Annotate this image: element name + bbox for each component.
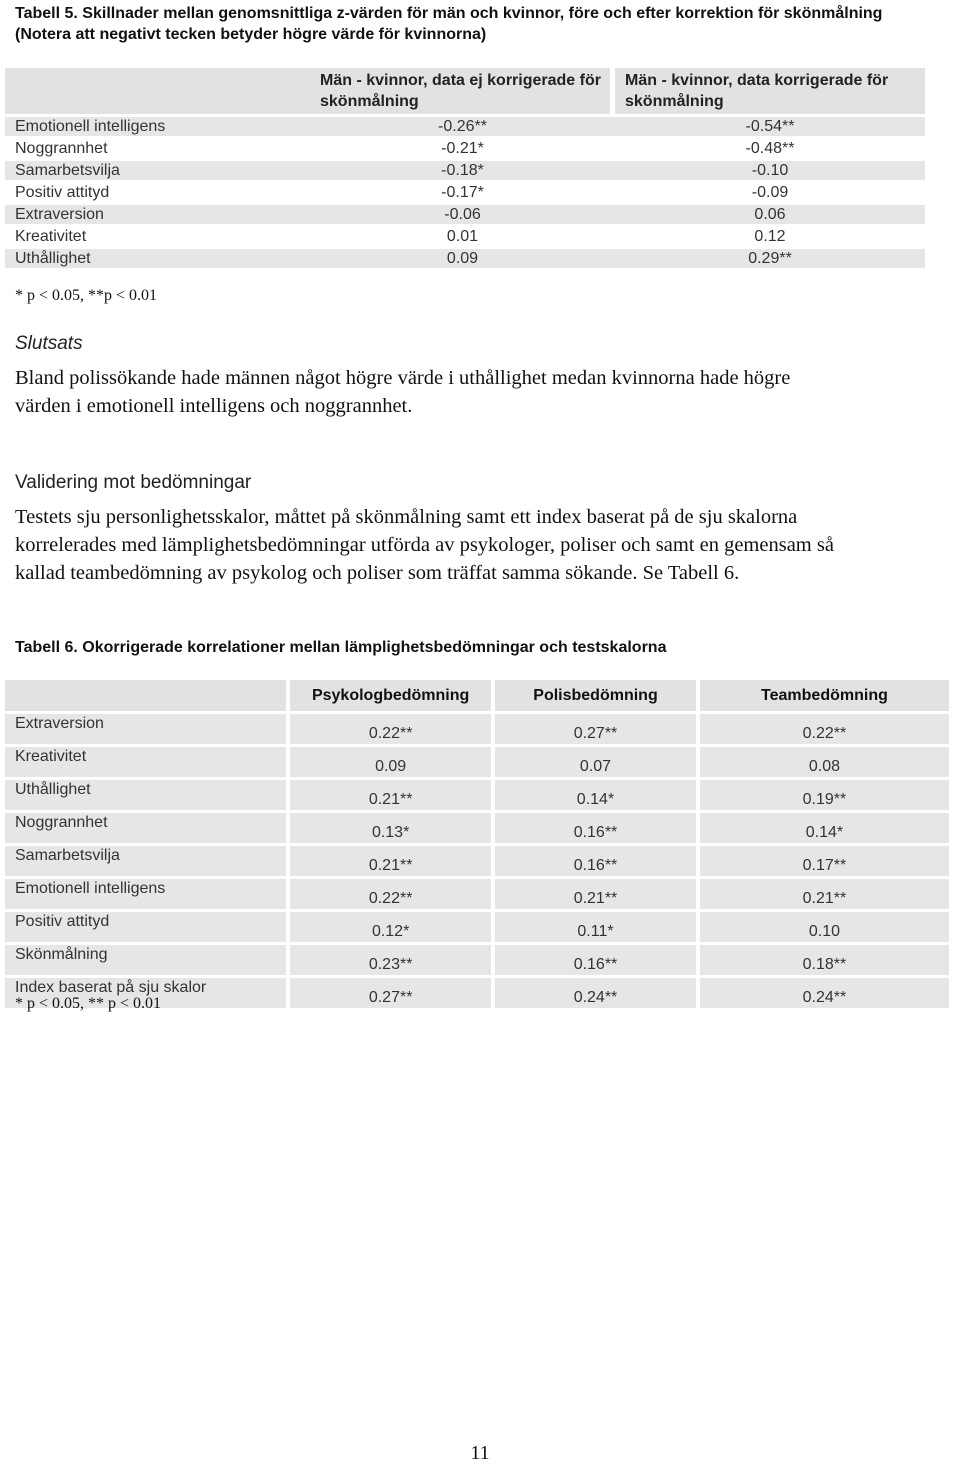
cell-psykolog: 0.13* — [290, 813, 491, 843]
row-label: Uthållighet — [5, 249, 310, 268]
cell-corrected: 0.06 — [615, 205, 925, 224]
cell-polis: 0.11* — [495, 912, 696, 942]
table6-header-psykolog: Psykologbedömning — [290, 680, 491, 711]
table-row — [5, 714, 949, 744]
table-row — [5, 780, 949, 810]
cell-psykolog: 0.22** — [290, 879, 491, 909]
cell-uncorrected: -0.26** — [310, 117, 615, 136]
cell-polis: 0.16** — [495, 846, 696, 876]
table5-caption-label: Tabell 5. — [15, 5, 78, 22]
table5-caption-text: Skillnader mellan genomsnittliga z-värden för män och kvinnor, före och efter korrektion för skönmålning (Notera att negativt tecken betyder högre värde för kvinnorna) — [15, 5, 883, 43]
cell-team: 0.24** — [700, 978, 949, 1008]
cell-polis: 0.27** — [495, 714, 696, 744]
cell-psykolog: 0.23** — [290, 945, 491, 975]
cell-corrected: 0.29** — [615, 249, 925, 268]
row-label: Samarbetsvilja — [5, 161, 310, 180]
table6-header-blank — [5, 680, 286, 711]
row-label: Extraversion — [5, 714, 286, 744]
table6-header-team: Teambedömning — [700, 680, 949, 711]
table6-header-polis: Polisbedömning — [495, 680, 696, 711]
cell-psykolog: 0.22** — [290, 714, 491, 744]
cell-polis: 0.16** — [495, 813, 696, 843]
table-row — [5, 945, 949, 975]
row-label: Noggrannhet — [5, 813, 286, 843]
row-label: Samarbetsvilja — [5, 846, 286, 876]
table5-header-corrected: Män - kvinnor, data korrigerade för skönmålning — [615, 68, 925, 114]
table-row — [5, 139, 925, 158]
cell-uncorrected: 0.09 — [310, 249, 615, 268]
cell-polis: 0.24** — [495, 978, 696, 1008]
cell-psykolog: 0.21** — [290, 780, 491, 810]
table-row — [5, 249, 925, 268]
row-label: Kreativitet — [5, 227, 310, 246]
row-label: Positiv attityd — [5, 183, 310, 202]
row-label: Positiv attityd — [5, 912, 286, 942]
table-row — [5, 912, 949, 942]
cell-polis: 0.21** — [495, 879, 696, 909]
cell-uncorrected: -0.06 — [310, 205, 615, 224]
cell-corrected: -0.10 — [615, 161, 925, 180]
row-label: Kreativitet — [5, 747, 286, 777]
cell-uncorrected: 0.01 — [310, 227, 615, 246]
cell-uncorrected: -0.18* — [310, 161, 615, 180]
cell-polis: 0.16** — [495, 945, 696, 975]
cell-polis: 0.14* — [495, 780, 696, 810]
slutsats-paragraph: Bland polissökande hade männen något högre värde i uthållighet medan kvinnorna hade högre värden i emotionell intelligens och noggrannhet. — [15, 367, 791, 417]
cell-psykolog: 0.27** — [290, 978, 491, 1008]
table5-header-blank — [5, 68, 310, 114]
table-row — [5, 879, 949, 909]
table6-caption-label: Tabell 6. — [15, 639, 78, 656]
row-label: Emotionell intelligens — [5, 117, 310, 136]
table-row — [5, 117, 925, 136]
row-label: Noggrannhet — [5, 139, 310, 158]
cell-psykolog: 0.09 — [290, 747, 491, 777]
cell-uncorrected: -0.21* — [310, 139, 615, 158]
table5-header-uncorrected: Män - kvinnor, data ej korrigerade för skönmålning — [310, 68, 615, 114]
table6-header-row — [5, 680, 949, 711]
cell-corrected: -0.48** — [615, 139, 925, 158]
table5 — [5, 65, 925, 271]
table-row — [5, 205, 925, 224]
cell-team: 0.08 — [700, 747, 949, 777]
table-row — [5, 161, 925, 180]
cell-corrected: 0.12 — [615, 227, 925, 246]
table-row — [5, 846, 949, 876]
slutsats-heading: Slutsats — [15, 333, 83, 354]
cell-corrected: -0.54** — [615, 117, 925, 136]
table-row — [5, 227, 925, 246]
table5-header-row — [5, 68, 925, 114]
cell-team: 0.22** — [700, 714, 949, 744]
row-label: Extraversion — [5, 205, 310, 224]
row-label: Index baserat på sju skalor — [5, 978, 286, 1008]
table5-caption — [15, 3, 915, 45]
row-label: Uthållighet — [5, 780, 286, 810]
cell-team: 0.17** — [700, 846, 949, 876]
table-row — [5, 183, 925, 202]
row-label: Emotionell intelligens — [5, 879, 286, 909]
cell-corrected: -0.09 — [615, 183, 925, 202]
cell-uncorrected: -0.17* — [310, 183, 615, 202]
table5-note: * p < 0.05, **p < 0.01 — [15, 287, 158, 304]
table6-note: * p < 0.05, ** p < 0.01 — [15, 995, 162, 1012]
table6 — [1, 677, 953, 1011]
page-number: 11 — [470, 1442, 490, 1464]
validering-heading: Validering mot bedömningar — [15, 472, 252, 493]
cell-team: 0.18** — [700, 945, 949, 975]
cell-team: 0.10 — [700, 912, 949, 942]
cell-team: 0.14* — [700, 813, 949, 843]
table6-caption — [15, 637, 915, 658]
cell-team: 0.21** — [700, 879, 949, 909]
cell-psykolog: 0.21** — [290, 846, 491, 876]
cell-polis: 0.07 — [495, 747, 696, 777]
validering-paragraph: Testets sju personlighetsskalor, måttet på skönmålning samt ett index baserat på de sju skalorna korrelerades med lämplighetsbedömningar utförda av psykologer, poliser och samt en gemensam så kallad teambedömning av psykolog och poliser som träffat samma sökande. Se Tabell 6. — [15, 506, 834, 584]
cell-team: 0.19** — [700, 780, 949, 810]
table-row — [5, 813, 949, 843]
cell-psykolog: 0.12* — [290, 912, 491, 942]
table6-caption-text: Okorrigerade korrelationer mellan lämplighetsbedömningar och testskalorna — [82, 639, 667, 656]
table-row — [5, 747, 949, 777]
row-label: Skönmålning — [5, 945, 286, 975]
